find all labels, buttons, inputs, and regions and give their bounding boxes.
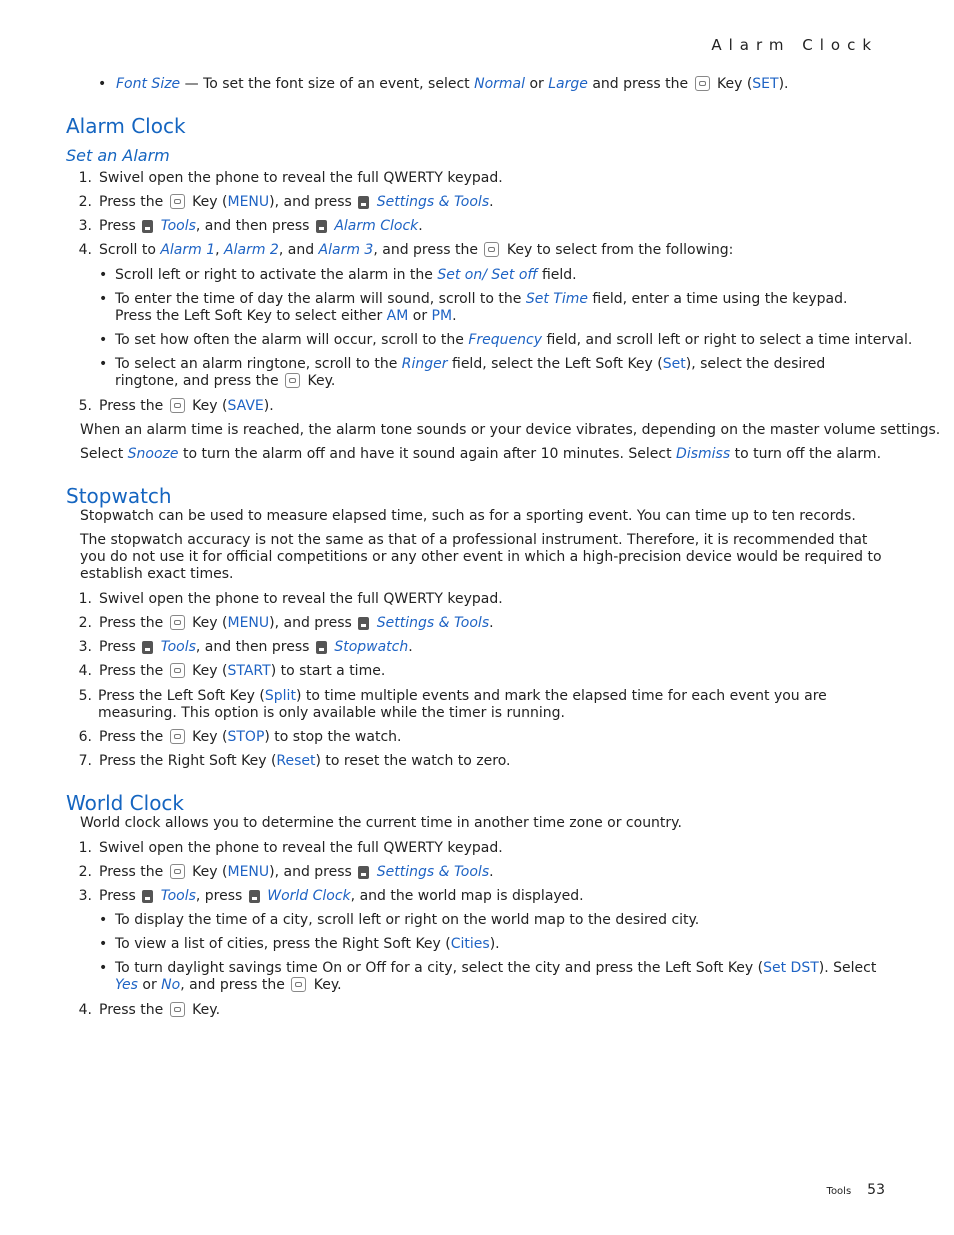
ok-key-icon (285, 373, 300, 388)
alarm-step-5: 5. Press the Key (SAVE). (78, 398, 274, 414)
alarm-step-2: 2. Press the Key (MENU), and press Settings & Tools. (78, 194, 494, 210)
menu-item-icon (358, 617, 369, 630)
stopwatch-step-4: 4. Press the Key (START) to start a time. (78, 663, 386, 679)
ok-key-icon (170, 194, 185, 209)
world-step-3: 3. Press Tools, press World Clock, and the world map is displayed. (78, 888, 584, 904)
menu-item-icon (358, 866, 369, 879)
stopwatch-paragraph-2: The stopwatch accuracy is not the same as that of a professional instrument. Therefore, it is recommended that you do not use it for official competitions or any other event in which a high-precision device would be required to establish exact times. (80, 532, 882, 582)
intro-bullet: • Font Size — To set the font size of an event, select Normal or Large and press the Key (SET). (98, 76, 789, 92)
ok-key-icon (170, 864, 185, 879)
world-bullet-1: • To display the time of a city, scroll left or right on the world map to the desired city. (99, 912, 700, 928)
running-header: Alarm Clock (711, 36, 878, 54)
world-paragraph-1: World clock allows you to determine the current time in another time zone or country. (80, 815, 682, 831)
manual-page: Alarm Clock • Font Size — To set the font size of an event, select Normal or Large and press the Key (SET). Alarm Clock Set an Alarm 1. Swivel open the phone to reveal the full QWERTY keypad. 2. Press the Key (MENU), and press Settings & Tools. 3. Press Tools, and then press Alarm Clock. 4. Scroll to Alarm 1, Alarm 2, and Alarm 3, and press the Key to select from the following: • Scroll left or right to activate the alarm in the Set on/ Set off field. • To enter the time of day the alarm will sound, scroll to the Set Time field, enter a time using the keypad. Press the Left Soft Key to select either AM or PM. • To set how often the alarm will occur, scroll to the Frequency field, and scroll left or right to select a time interval. • To select an alarm ringtone, scroll to the Ringer field, select the Left Soft Key (Set), select the desired ringtone, and press the Key. 5. Press the Key (SAVE). When an alarm time is reached, the alarm tone sounds or your device vibrates, depending on the master volume settings. Select Snooze to turn the alarm off and have it sound again after 10 minutes. Select Dismiss to turn off the alarm. Stopwatch Stopwatch can be used to measure elapsed time, such as for a sporting event. You can time up to ten records. The stopwatch accuracy is not the same as that of a professional instrument. Therefore, it is recommended that you do not use it for official competitions or any other event in which a high-precision device would be required to establish exact times. 1. Swivel open the phone to reveal the full QWERTY keypad. 2. Press the Key (MENU), and press Settings & Tools. 3. Press Tools, and then press Stopwatch. 4. Press the Key (START) to start a time. 5. Press the Left Soft Key (Split) to time multiple events and mark the elapsed time for each event you are measuring. This option is only available while the timer is running. 6. Press the Key (STOP) to stop the watch. 7. Press the Right Soft Key (Reset) to reset the watch to zero. World Clock World clock allows you to determine the current time in another time zone or country. 1. Swivel open the phone to reveal the full QWERTY keypad. 2. Press the Key (MENU), and press Settings & Tools. 3. Press Tools, press World Clock, and the world map is displayed. • To display the time of a city, scroll left or right on the world map to the desired city. • To view a list of cities, press the Right Soft Key (Cities). • To turn daylight savings time On or Off for a city, select the city and press the Left Soft Key (Set DST). Select Yes or No, and press the Key. 4. Press the Key. Tools 53 (66, 36, 941, 1198)
page-number: 53 (867, 1182, 885, 1198)
stopwatch-step-5-text: Press the Left Soft Key (Split) to time multiple events and mark the elapsed time for each event you are measuring. This option is only available while the timer is running. (98, 688, 827, 721)
ok-key-icon (695, 76, 710, 91)
menu-item-icon (316, 220, 327, 233)
stopwatch-step-3: 3. Press Tools, and then press Stopwatch. (78, 639, 413, 655)
ok-key-icon (170, 729, 185, 744)
menu-item-icon (358, 196, 369, 209)
alarm-paragraph-2: Select Snooze to turn the alarm off and have it sound again after 10 minutes. Select Dismiss to turn off the alarm. (80, 446, 882, 462)
world-bullet-3-text: To turn daylight savings time On or Off for a city, select the city and press the Left Soft Key (Set DST). Select Yes or No, and press the Key. (115, 960, 877, 993)
menu-item-icon (249, 890, 260, 903)
world-step-2: 2. Press the Key (MENU), and press Settings & Tools. (78, 864, 494, 880)
page-footer (827, 1182, 885, 1198)
ok-key-icon (170, 398, 185, 413)
section-title-stopwatch: Stopwatch (66, 484, 172, 508)
menu-item-icon (316, 641, 327, 654)
ok-key-icon (170, 615, 185, 630)
ok-key-icon (170, 663, 185, 678)
section-title-world-clock: World Clock (66, 791, 185, 815)
world-bullet-2: • To view a list of cities, press the Right Soft Key (Cities). (99, 936, 500, 952)
alarm-step-1: 1. Swivel open the phone to reveal the full QWERTY keypad. (78, 170, 503, 186)
ok-key-icon (291, 977, 306, 992)
stopwatch-step-2: 2. Press the Key (MENU), and press Settings & Tools. (78, 615, 494, 631)
stopwatch-step-7: 7. Press the Right Soft Key (Reset) to reset the watch to zero. (78, 753, 511, 769)
section-title-alarm-clock: Alarm Clock (66, 114, 186, 138)
stopwatch-step-6: 6. Press the Key (STOP) to stop the watch. (78, 729, 402, 745)
ok-key-icon (170, 1002, 185, 1017)
alarm-bullet-1: • Scroll left or right to activate the alarm in the Set on/ Set off field. (99, 267, 577, 283)
alarm-paragraph-1: When an alarm time is reached, the alarm tone sounds or your device vibrates, depending on the master volume settings. (80, 422, 941, 438)
menu-item-icon (142, 220, 153, 233)
alarm-step-3: 3. Press Tools, and then press Alarm Clock. (78, 218, 423, 234)
ok-key-icon (484, 242, 499, 257)
alarm-bullet-2-text: To enter the time of day the alarm will sound, scroll to the Set Time field, enter a time using the keypad. Press the Left Soft Key to select either AM or PM. (115, 291, 848, 324)
menu-item-icon (142, 890, 153, 903)
alarm-step-4: 4. Scroll to Alarm 1, Alarm 2, and Alarm 3, and press the Key to select from the following: (78, 242, 734, 258)
alarm-bullet-4-text: To select an alarm ringtone, scroll to the Ringer field, select the Left Soft Key (Set), select the desired ringtone, and press the Key. (115, 356, 826, 389)
menu-item-icon (142, 641, 153, 654)
alarm-bullet-3: • To set how often the alarm will occur, scroll to the Frequency field, and scroll left or right to select a time interval. (99, 332, 913, 348)
stopwatch-step-1: 1. Swivel open the phone to reveal the full QWERTY keypad. (78, 591, 503, 607)
subsection-title-set-alarm: Set an Alarm (66, 146, 170, 165)
stopwatch-paragraph-1: Stopwatch can be used to measure elapsed time, such as for a sporting event. You can time up to ten records. (80, 508, 856, 524)
footer-section: Tools (826, 1186, 852, 1197)
world-step-4: 4. Press the Key. (78, 1002, 221, 1018)
world-step-1: 1. Swivel open the phone to reveal the full QWERTY keypad. (78, 840, 503, 856)
